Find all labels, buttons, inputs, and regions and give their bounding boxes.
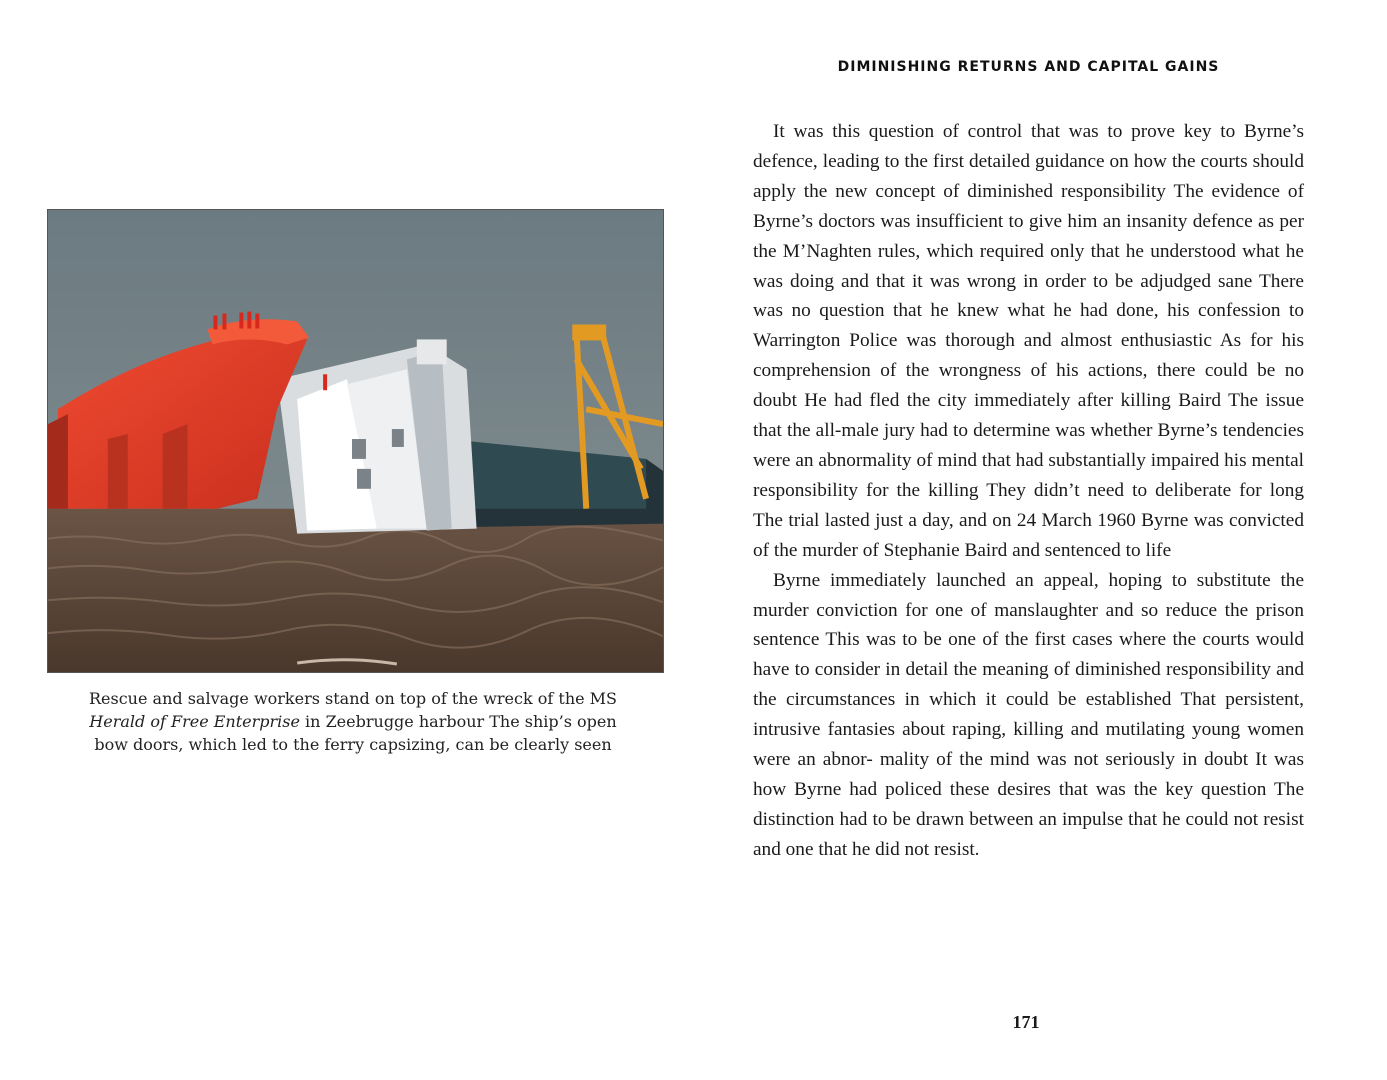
paragraph-2: Byrne immediately launched an appeal, hoping to substitute the murder conviction for one of manslaughter and so reduce the prison sentence This was to be one of the first cases where the courts would have to consider in detail the meaning of diminished responsibility and the circumstances in which it could be established That persistent, intrusive fantasies about raping, killing and mutilating young women were an abnor- mality of the mind was not seriously in doubt It was how Byrne had policed these desires that was the key question The distinction had to be drawn between an impulse that he could not resist and one that he did not resist. <box>753 569 1304 860</box>
figure-caption <box>70 687 636 756</box>
running-head: DIMINISHING RETURNS AND CAPITAL GAINS <box>837 59 1220 75</box>
caption-ship-name: Herald of Free Enterprise <box>89 712 300 731</box>
body-text <box>753 117 1304 865</box>
caption-text-start: Rescue and salvage workers stand on top of the wreck of the MS <box>88 689 618 708</box>
caption-text-end: in Zeebrugge harbour The ship’s open bow doors, which led to the ferry capsizing, can be clearly seen <box>94 712 617 754</box>
page-number: 171 <box>1012 1012 1040 1032</box>
paragraph-1: It was this question of control that was to prove key to Byrne’s defence, leading to the first detailed guidance on how the courts should apply the new concept of diminished responsibility The evidence of Byrne’s doctors was insufficient to give him an insanity defence as per the M’Naghten rules, which required only that he understood what he was doing and that it was wrong in order to be adjudged sane There was no question that he knew what he had done, his confession to Warrington Police was thorough and almost enthusiastic As for his comprehension of the wrongness of his actions, there could be no doubt He had fled the city immediately after killing Baird The issue that the all-male jury had to determine was whether Byrne’s tendencies were an abnormality of mind that had substantially impaired his mental responsibility for the killing They didn’t need to deliberate for long The trial lasted just a day, and on 24 March 1960 Byrne was convicted of the murder of Stephanie Baird and sentenced to life <box>753 121 1304 561</box>
photo-capsized-ferry-icon <box>48 210 663 672</box>
ferry-wreck-photo <box>47 209 664 673</box>
